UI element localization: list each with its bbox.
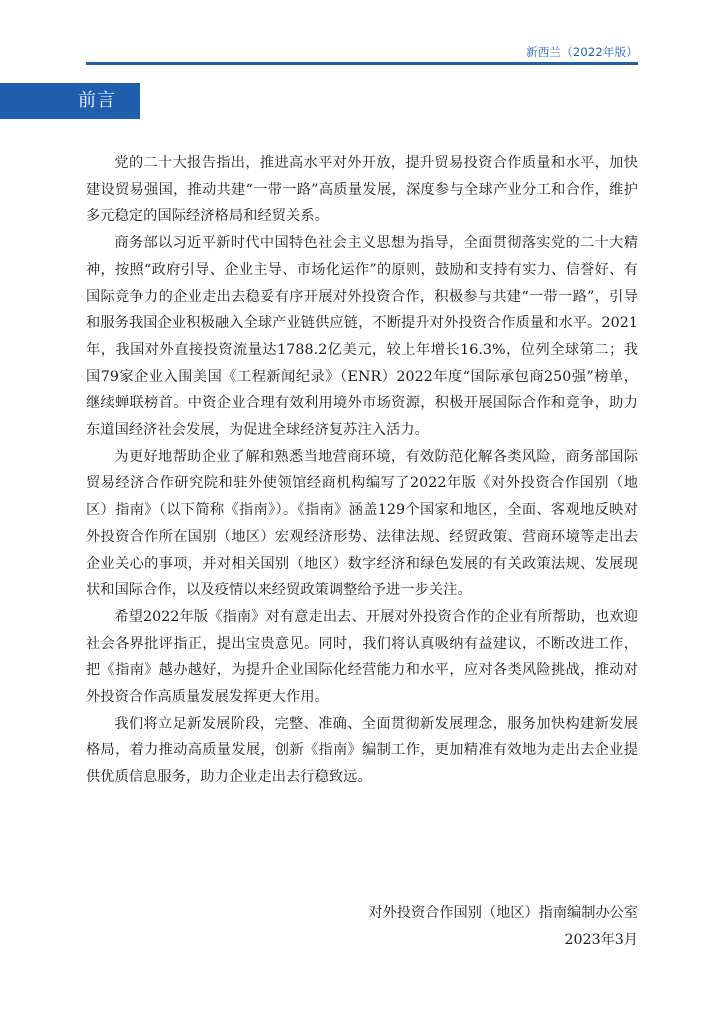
paragraph: 为更好地帮助企业了解和熟悉当地营商环境，有效防范化解各类风险，商务部国际贸易经济合作研究院和驻外使领馆经商机构编写了2022年版《对外投资合作国别（地区）指南》（以下简称《指南》）。《指南》涵盖129个国家和地区，全面、客观地反映对外投资合作所在国别（地区）宏观经济形势、法律法规、经贸政策、营商环境等走出去企业关心的事项，并对相关国别（地区）数字经济和绿色发展的有关政策法规、发展现状和国际合作，以及疫情以来经贸政策调整给予进一步关注。 xyxy=(86,448,638,599)
paragraph: 商务部以习近平新时代中国特色社会主义思想为指导，全面贯彻落实党的二十大精神，按照“政府引导、企业主导、市场化运作”的原则，鼓励和支持有实力、信誉好、有国际竞争力的企业走出去稳妥有序开展对外投资合作，积极参与共建“一带一路”，引导和服务我国企业积极融入全球产业链供应链，不断提升对外投资合作质量和水平。2021年，我国对外直接投资流量达1788.2亿美元，较上年增长16.3%，位列全球第二；我国79家企业入围美国《工程新闻纪录》（ENR）2022年度“国际承包商250强”榜单，继续蝉联榜首。中资企业合理有效利用境外市场资源，积极开展国际合作和竞争，助力东道国经济社会发展，为促进全球经济复苏注入活力。 xyxy=(86,235,638,439)
section-title: 前言 xyxy=(0,83,140,119)
signature-organization: 对外投资合作国别（地区）指南编制办公室 xyxy=(368,905,638,921)
paragraph: 希望2022年版《指南》对有意走出去、开展对外投资合作的企业有所帮助，也欢迎社会各界批评指正，提出宝贵意见。同时，我们将认真吸纳有益建议，不断改进工作，把《指南》越办越好，为提升企业国际化经营能力和水平，应对各类风险挑战，推动对外投资合作高质量发展发挥更大作用。 xyxy=(86,608,638,706)
paragraph: 党的二十大报告指出，推进高水平对外开放，提升贸易投资合作质量和水平，加快建设贸易强国，推动共建“一带一路”高质量发展，深度参与全球产业分工和合作，维护多元稳定的国际经济格局和经贸关系。 xyxy=(86,155,638,225)
running-header-title: 新西兰（2022年版） xyxy=(526,45,638,59)
preface-body xyxy=(86,150,638,791)
paragraph: 我们将立足新发展阶段，完整、准确、全面贯彻新发展理念，服务加快构建新发展格局，着力推动高质量发展，创新《指南》编制工作，更加精准有效地为走出去企业提供优质信息服务，助力企业走出去行稳致远。 xyxy=(86,715,638,786)
header-divider xyxy=(86,62,638,65)
signature-date: 2023年3月 xyxy=(564,931,638,948)
signature-block xyxy=(368,900,638,953)
